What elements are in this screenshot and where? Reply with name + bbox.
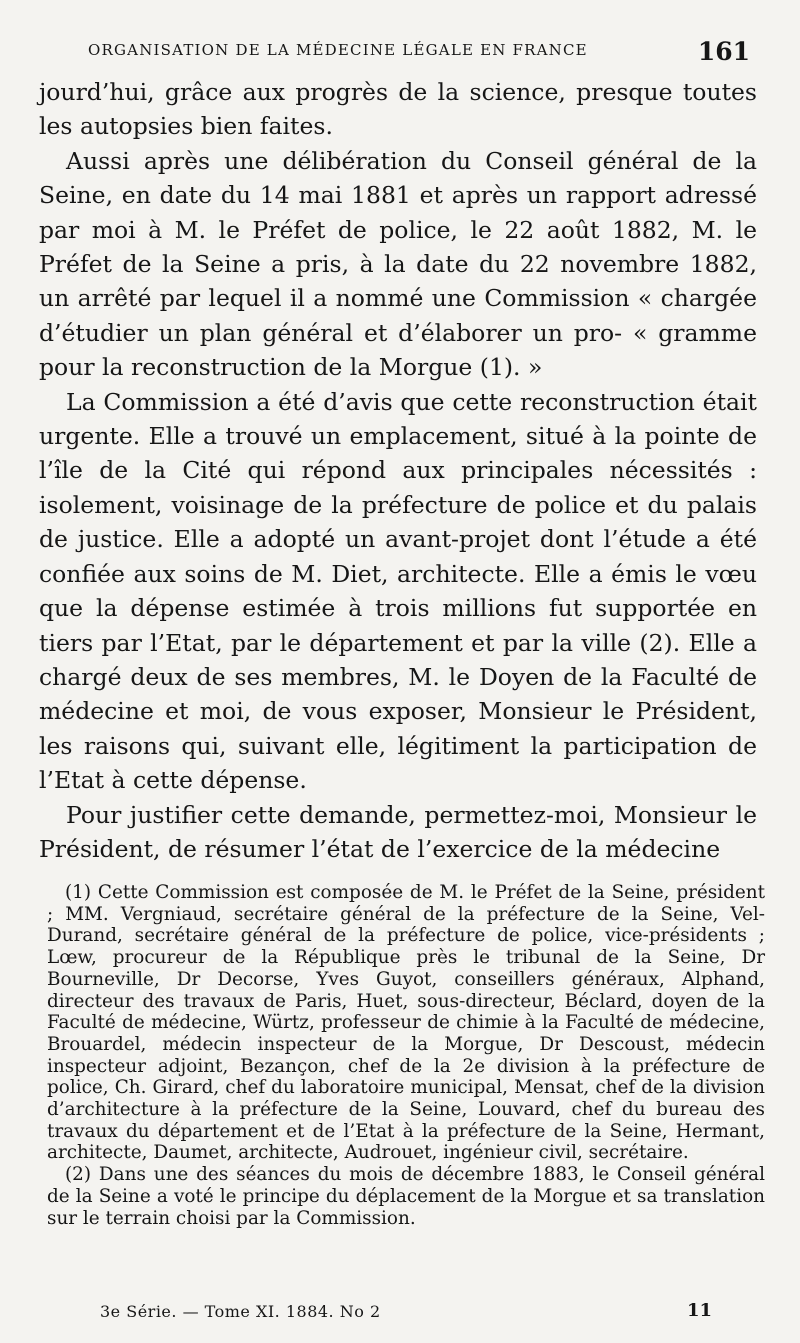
page-number: 161 <box>697 37 750 66</box>
footnote-2: (2) Dans une des séances du mois de décembre 1883, le Conseil général de la Seine a voté le principe du déplacement de la Morgue et sa translation sur le terrain choisi par la Commission. <box>47 1164 765 1229</box>
running-title: ORGANISATION DE LA MÉDECINE LÉGALE EN FRANCE <box>88 41 588 59</box>
paragraph-continued: jourd’hui, grâce aux progrès de la science, presque toutes les autopsies bien faites. <box>39 78 757 141</box>
running-head <box>88 38 758 64</box>
page-footer <box>100 1302 740 1326</box>
paragraph: La Commission a été d’avis que cette reconstruction était urgente. Elle a trouvé un emplacement, situé à la pointe de l’île de la Cité qui répond aux principales nécessités : isolement, voisinage de la préfecture de police et du palais de justice. Elle a adopté un avant-projet dont l’étude a été confiée aux soins de M. Diet, architecte. Elle a émis le vœu que la dépense estimée à trois millions fut supportée en tiers par l’Etat, par le département et par la ville (2). Elle a chargé deux de ses membres, M. le Doyen de la Faculté de médecine et moi, de vous exposer, Monsieur le Président, les raisons qui, suivant elle, légitiment la participation de l’Etat à cette dépense. <box>39 387 757 795</box>
main-text <box>39 75 757 866</box>
sheet-number: 11 <box>686 1300 712 1321</box>
series-signature: 3e Série. — Tome XI. 1884. No 2 <box>100 1302 381 1321</box>
paragraph: Aussi après une délibération du Conseil général de la Seine, en date du 14 mai 1881 et après un rapport adressé par moi à M. le Préfet de police, le 22 août 1882, M. le Préfet de la Seine a pris, à la date du 22 novembre 1882, un arrêté par lequel il a nommé une Commission « chargée d’étudier un plan général et d’élaborer un pro- « gramme pour la reconstruction de la Morgue (1). » <box>39 146 757 382</box>
paragraph: Pour justifier cette demande, permettez-moi, Monsieur le Président, de résumer l’état de l’exercice de la médecine <box>39 800 757 863</box>
footnotes <box>47 882 765 1229</box>
footnote-1: (1) Cette Commission est composée de M. le Préfet de la Seine, président ; MM. Vergniaud, secrétaire général de la préfecture de la Seine, Vel-Durand, secrétaire général de la préfecture de police, vice-présidents ; Lœw, procureur de la République près le tribunal de la Seine, Dr Bourneville, Dr Decorse, Yves Guyot, conseillers généraux, Alphand, directeur des travaux de Paris, Huet, sous-directeur, Béclard, doyen de la Faculté de médecine, Würtz, professeur de chimie à la Faculté de médecine, Brouardel, médecin inspecteur de la Morgue, Dr Descoust, médecin inspecteur adjoint, Bezançon, chef de la 2e division à la préfecture de police, Ch. Girard, chef du laboratoire municipal, Mensat, chef de la division d’architecture à la préfecture de la Seine, Louvard, chef du bureau des travaux du département et de l’Etat à la préfecture de la Seine, Hermant, architecte, Daumet, architecte, Audrouet, ingénieur civil, secrétaire. <box>47 882 765 1164</box>
